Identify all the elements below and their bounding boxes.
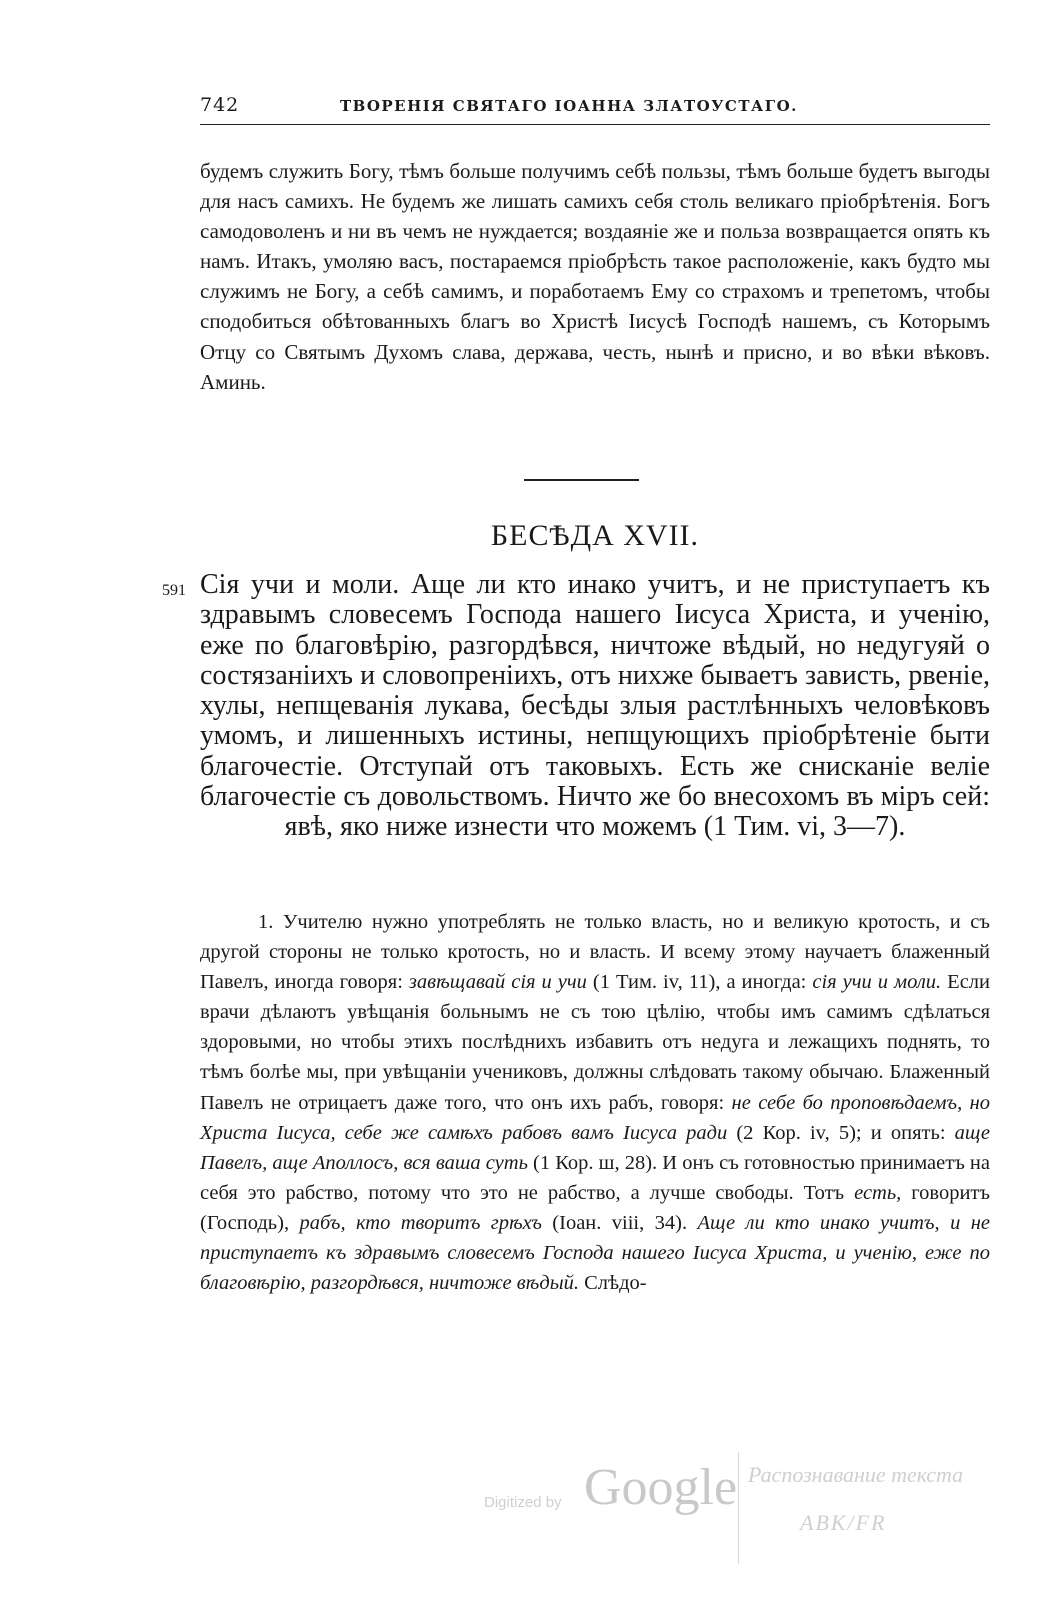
commentary-text-segment: Если врачи дѣлаютъ увѣщанія больнымъ не съ тою цѣлію, чтобы имъ самимъ сдѣлаться здоровыми, но чтобы этихъ послѣднихъ избавить отъ недуга и лежащихъ поднять, то тѣмъ болѣе мы, при увѣщаніи учениковъ, должны слѣдовать такому обычаю. Блаженный Павелъ не отрицаетъ даже того, что онъ ихъ рабъ, говоря: [200, 971, 991, 1114]
margin-page-number: 591 [162, 582, 186, 599]
commentary-text-segment: (Іоан. viii, 34). [541, 1211, 698, 1234]
page-number: 742 [200, 94, 240, 116]
section-separator-rule [524, 479, 639, 481]
homily-title: БЕСѢДА XVII. [490, 519, 700, 552]
watermark-digitized-label: Digitized by [484, 1494, 562, 1511]
digitization-watermark [480, 1452, 1000, 1572]
scripture-verse [200, 570, 990, 843]
quoted-scripture: не себе бо проповѣдаемъ, но Христа Іисуса, себе же самѣхъ рабовъ вамъ Іисуса ради [200, 1091, 990, 1144]
commentary-text-segment: (1 Тим. iv, 11), а иногда: [586, 971, 813, 994]
commentary-text-segment: (2 Кор. iv, 5); и опять: [727, 1121, 955, 1144]
commentary-text-segment: говоритъ (Господь), [200, 1181, 990, 1234]
watermark-google-logo: Google [584, 1459, 738, 1516]
scripture-verse-text: Сія учи и моли. Аще ли кто инако учитъ, и не приступаетъ къ здравымъ словесемъ Господа нашего Іисуса Христа, и ученію, еже по благовѣрію, разгордѣвся, ничтоже вѣдый, но недугуяй о состязаніихъ и словопреніихъ, отъ нихже бываетъ зависть, рвеніе, хулы, непщеванія лукава, бесѣды злыя растлѣнныхъ человѣковъ умомъ, и лишенныхъ истины, непщующихъ пріобрѣтеніе быти благочестіе. Отступай отъ таковыхъ. Есть же снисканіе веліе благочестіе съ довольствомъ. Ничто же бо внесохомъ въ міръ сей: явѣ, яко ниже изнести что можемъ (1 Тим. vi, 3—7). [200, 569, 990, 843]
commentary-text [200, 907, 990, 1298]
closing-paragraph-text: будемъ служить Богу, тѣмъ больше получимъ себѣ пользы, тѣмъ больше будетъ выгоды для насъ самихъ. Не будемъ же лишать самихъ себя столь великаго пріобрѣтенія. Богъ самодоволенъ и ни въ чемъ не нуждается; воздаяніе же и польза возвращается опять къ намъ. Итакъ, умоляю васъ, постараемся пріобрѣсть такое расположеніе, какъ будто мы служимъ не Богу, а себѣ самимъ, и поработаемъ Ему со страхомъ и трепетомъ, чтобы сподобиться обѣтованныхъ благъ во Христѣ Іисусѣ Господѣ нашемъ, съ Которымъ Отцу со Святымъ Духомъ слава, держава, честь, нынѣ и присно, и во вѣки вѣковъ. Аминь. [200, 159, 990, 394]
closing-paragraph [200, 156, 990, 397]
quoted-scripture: рабъ, кто творитъ грѣхъ [299, 1211, 542, 1234]
watermark-ocr-credit: ABK/FR [800, 1510, 887, 1535]
quoted-scripture: Аще ли кто инако учитъ, и не приступаетъ къ здравымъ словесемъ Господа нашего Іисуса Христа, и ученію, еже по благовѣрію, разгордѣвся, ничтоже вѣдый. [200, 1211, 990, 1295]
book-title: ТВОРЕНІЯ СВЯТАГО ІОАННА ЗЛАТОУСТАГО. [340, 97, 798, 115]
watermark-ocr-label: Распознавание текста [748, 1462, 964, 1487]
watermark-divider [738, 1452, 739, 1564]
commentary-text-segment: Слѣдо- [578, 1272, 647, 1295]
quoted-scripture: есть, [854, 1181, 902, 1204]
quoted-scripture: сія учи и моли. [812, 971, 942, 994]
running-head [200, 94, 990, 125]
commentary-paragraph [200, 907, 990, 1298]
quoted-scripture: завѣщавай сія и учи [408, 971, 587, 994]
commentary-text-segment: 1. Учителю нужно употреблять не только власть, но и великую кротость, и съ другой стороны не только кротость, но и власть. И всему этому научаетъ блаженный Павелъ, иногда говоря: [200, 911, 990, 994]
quoted-scripture: аще Павелъ, аще Аполлосъ, вся ваша суть [200, 1121, 990, 1174]
commentary-text-segment: (1 Кор. ш, 28). И онъ съ готовностью принимаетъ на себя это рабство, потому что это не рабство, а лучше свободы. Тотъ [200, 1151, 990, 1204]
